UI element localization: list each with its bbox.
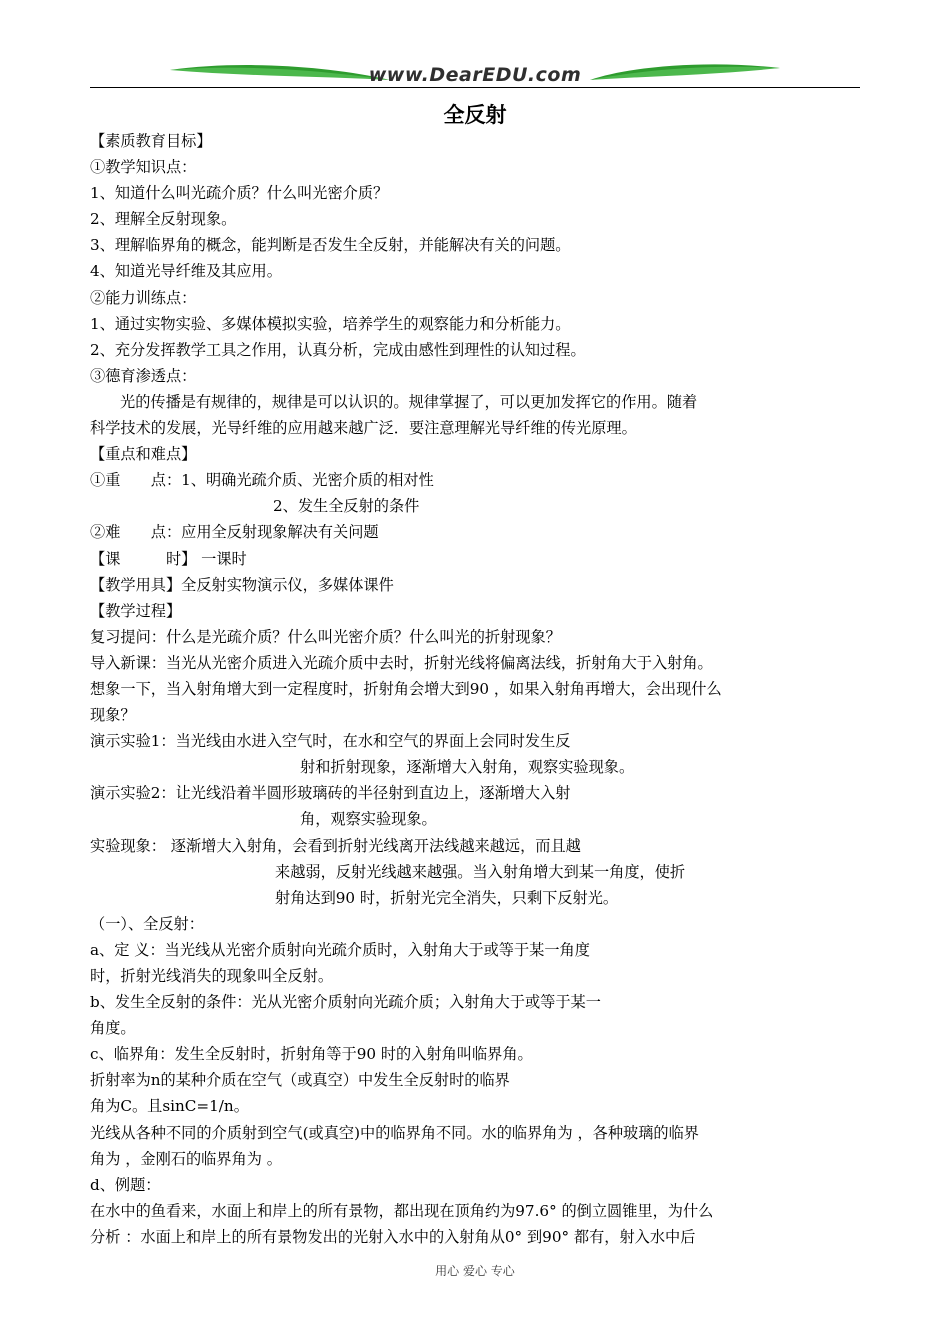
text-line: 射角达到90 时，折射光完全消失，只剩下反射光。	[275, 888, 619, 907]
text-line: 导入新课：当光从光密介质进入光疏介质中去时，折射光线将偏离法线，折射角大于入射角。	[90, 653, 713, 672]
text-line: 光的传播是有规律的，规律是可以认识的。规律掌握了，可以更加发挥它的作用。随着	[120, 392, 698, 411]
text-line: ①重 点：1、明确光疏介质、光密介质的相对性	[90, 471, 434, 490]
text-line: d、例题：	[90, 1175, 161, 1194]
text-line: a、定 义：当光线从光密介质射向光疏介质时，入射角大于或等于某一角度	[90, 940, 590, 959]
text-line: 演示实验1：当光线由水进入空气时，在水和空气的界面上会同时发生反	[90, 732, 571, 751]
text-line: 想象一下，当入射角增大到一定程度时，折射角会增大到90 ，如果入射角再增大，会出现什么	[90, 679, 722, 698]
text-line: 【教学过程】	[90, 601, 182, 620]
text-line: 射和折射现象，逐渐增大入射角，观察实验现象。	[300, 758, 635, 777]
text-line: 【教学用具】全反射实物演示仪，多媒体课件	[90, 575, 394, 594]
header-rule	[90, 87, 860, 88]
document-body	[90, 128, 865, 1250]
text-line: 分析 ：水面上和岸上的所有景物发出的光射入水中的入射角从0° 到90° 都有，射入水中后	[90, 1227, 696, 1246]
text-line: 3、理解临界角的概念，能判断是否发生全反射，并能解决有关的问题。	[90, 236, 571, 255]
text-line: 角为C。且sinC=1/n。	[90, 1097, 249, 1116]
text-line: 2、发生全反射的条件	[273, 497, 420, 516]
site-logo-text[interactable]: www.DearEDU.com	[368, 64, 582, 86]
text-line: 角，观察实验现象。	[300, 810, 437, 829]
text-line: 光线从各种不同的介质射到空气(或真空)中的临界角不同。水的临界角为 ，各种玻璃的临界	[90, 1123, 699, 1142]
text-line: 时，折射光线消失的现象叫全反射。	[90, 967, 333, 985]
text-line: 1、知道什么叫光疏介质？什么叫光密介质？	[90, 184, 389, 203]
text-line: （一）、全反射：	[90, 914, 204, 933]
text-line: 现象？	[90, 706, 136, 725]
text-line: 2、理解全反射现象。	[90, 210, 237, 229]
text-line: 角度。	[90, 1019, 136, 1038]
text-line: 2、充分发挥教学工具之作用，认真分析，完成由感性到理性的认知过程。	[90, 340, 586, 359]
text-line: ②能力训练点：	[90, 288, 197, 307]
text-line: 科学技术的发展，光导纤维的应用越来越广泛．要注意理解光导纤维的传光原理。	[90, 419, 637, 438]
text-line: 1、通过实物实验、多媒体模拟实验，培养学生的观察能力和分析能力。	[90, 314, 571, 333]
text-line: 复习提问：什么是光疏介质？什么叫光密介质？什么叫光的折射现象？	[90, 627, 561, 646]
text-line: 角为 ，金刚石的临界角为 。	[90, 1149, 282, 1168]
text-line: ③德育渗透点：	[90, 366, 197, 385]
text-line: 4、知道光导纤维及其应用。	[90, 262, 282, 281]
text-line: b、发生全反射的条件：光从光密介质射向光疏介质；入射角大于或等于某一	[90, 993, 601, 1012]
text-line: 折射率为n的某种介质在空气（或真空）中发生全反射时的临界	[90, 1071, 510, 1090]
text-line: 【课 时】 一课时	[90, 549, 247, 568]
text-line: 实验现象： 逐渐增大入射角，会看到折射光线离开法线越来越远，而且越	[90, 836, 581, 855]
text-line: ①教学知识点：	[90, 158, 197, 177]
text-line: 来越弱，反射光线越来越强。当入射角增大到某一角度，使折	[275, 862, 686, 881]
text-line: 【素质教育目标】	[90, 132, 212, 150]
text-line: c、临界角：发生全反射时，折射角等于90 时的入射角叫临界角。	[90, 1045, 533, 1064]
text-line: ②难 点：应用全反射现象解决有关问题	[90, 523, 379, 542]
text-line: 在水中的鱼看来，水面上和岸上的所有景物，都出现在顶角约为97.6° 的倒立圆锥里，为什么	[90, 1201, 714, 1220]
text-line: 【重点和难点】	[90, 445, 197, 464]
text-line: 演示实验2：让光线沿着半圆形玻璃砖的半径射到直边上，逐渐增大入射	[90, 784, 571, 803]
document-title: 全反射	[443, 103, 507, 127]
page-footer: 用心 爱心 专心	[435, 1264, 515, 1278]
